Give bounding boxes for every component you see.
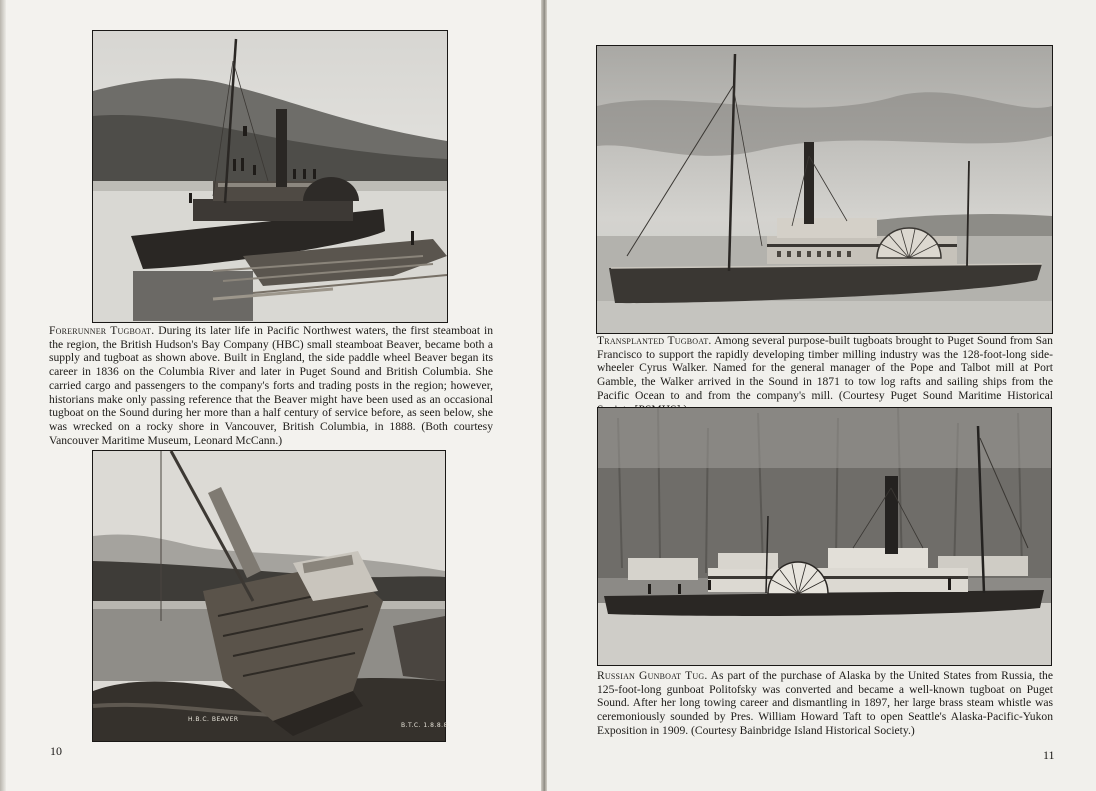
caption-transplanted-tugboat xyxy=(597,334,1053,416)
page-edge-shadow xyxy=(0,0,6,791)
caption-lead: Forerunner Tugboat. xyxy=(49,324,155,337)
caption-lead: Russian Gunboat Tug. xyxy=(597,669,708,682)
beaver-wreck-illustration xyxy=(93,451,451,741)
caption-lead: Transplanted Tugboat. xyxy=(597,334,712,347)
beaver-tug-illustration xyxy=(93,31,447,322)
caption-forerunner-tugboat xyxy=(49,324,493,447)
cyrus-walker-illustration xyxy=(597,46,1052,333)
caption-text: Among several purpose-built tugboats brought to Puget Sound from San Francisco to support the rapidly developing timber milling industry was the 128-foot-long side-wheeler Cyrus Walker. Named for the general manager of the Pope and Talbot mill at Port Gamble, the Walker arrived in the Sound in 1871 to tow log rafts and sailing ships from the Pacific Ocean to and from the company's mill. (Courtesy Puget Sound Maritime Historical xyxy=(597,334,1053,402)
caption-russian-gunboat-tug xyxy=(597,669,1053,738)
left-page xyxy=(0,0,544,791)
wreck-inscription-left: H.B.C. BEAVER xyxy=(188,716,239,723)
page-number-right: 11 xyxy=(1043,748,1055,762)
caption-text: During its later life in Pacific Northwest waters, the first steamboat in the region, the British Hudson's Bay Company (HBC) small steamboat Beaver, became both a supply and tugboat as shown above. Built in England, the side paddle wheel Beaver began its career in 1836 on the Columbia River and later in Puget Sound and British Columbia. She carried cargo and passengers to the company's forts and trading posts in the region; however, historians make only passing reference that the Beaver might have been used as an occasional tugboat on the Sound during her more than a half century of service before, as seen below, she was wrecked on a rocky shore in Vancouver, British Columbia, in 1888. (Both courtesy Vancouver Maritime Museum, Leonard McCann.) xyxy=(49,324,494,447)
right-page xyxy=(547,0,1096,791)
photo-beaver-wreck xyxy=(92,450,451,742)
page-number-left: 10 xyxy=(50,744,62,758)
politofsky-illustration xyxy=(598,408,1051,665)
photo-beaver-tug xyxy=(92,30,448,323)
caption-text: As part of the purchase of Alaska by the United States from Russia, the 125-foot-long gunboat Politofsky was converted and became a well-known tugboat on Puget Sound. After her long towing career and dismantling in 1897, her large brass steam whistle was ceremoniously sounded by Pres. William Howard Taft to open Seattle's Alaska-Pacific-Yukon Exposition in 1909. (Courtesy Bainbridge Island Historical Society.) xyxy=(597,669,1053,737)
photo-cyrus-walker xyxy=(596,45,1053,334)
wreck-inscription-right: B.T.C. 1.8.8.8. xyxy=(401,722,451,729)
photo-politofsky xyxy=(597,407,1052,666)
